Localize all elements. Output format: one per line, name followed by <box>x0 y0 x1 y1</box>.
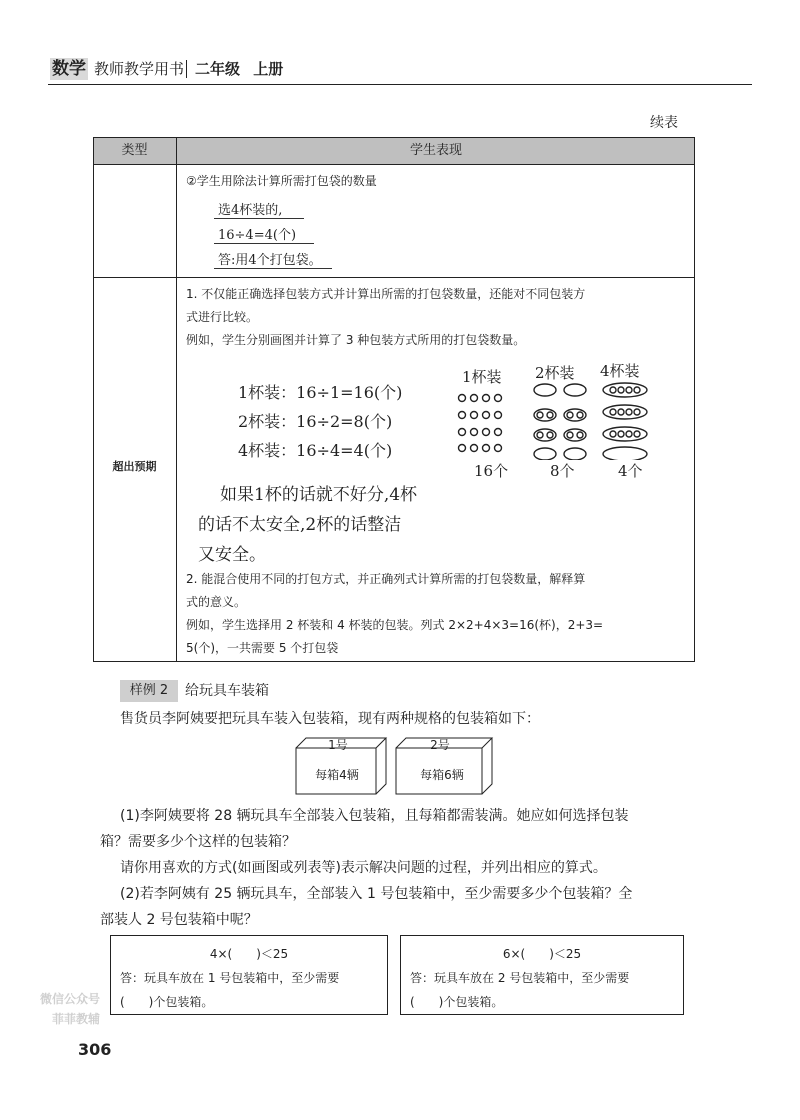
answer-line-2a: 答：玩具车放在 2 号包装箱中，至少需要 <box>410 971 630 985</box>
packing-diagram <box>450 380 660 460</box>
row1-work-line: 答:用4个打包袋。 <box>218 253 322 268</box>
diagram-head-2cup: 2杯装 <box>535 364 575 382</box>
column-divider <box>176 137 177 662</box>
header-type: 类型 <box>121 143 148 158</box>
grade-label: 二年级 上册 <box>195 60 284 78</box>
four-cup-ovals <box>603 383 647 460</box>
box1-capacity: 每箱4辆 <box>315 768 359 782</box>
continued-label: 续表 <box>650 115 678 131</box>
note-line: 的话不太安全,2杯的话整洁 <box>198 515 402 535</box>
handwritten-note <box>198 480 417 570</box>
text-line: 2. 能混合使用不同的打包方式，并正确列式计算所需的打包袋数量，解释算 <box>186 572 586 586</box>
work-underline <box>214 243 314 244</box>
header-performance: 学生表现 <box>409 143 462 158</box>
answer-line-1b: ( )个包装箱。 <box>120 995 214 1009</box>
work-underline <box>214 268 332 269</box>
row2-point1 <box>186 283 686 352</box>
question-2b: 部装人 2 号包装箱中呢？ <box>100 912 258 928</box>
handwritten-calculations <box>238 378 402 465</box>
watermark-line1: 微信公众号 <box>40 992 101 1006</box>
watermark-line2: 菲菲教辅 <box>52 1012 101 1026</box>
question-2a: (2)若李阿姨有 25 辆玩具车，全部装入 1 号包装箱中，至少需要多少个包装箱？全 <box>120 886 633 902</box>
box2-label: 2号 <box>430 738 450 752</box>
text-line: 5(个)，一共需要 5 个打包袋 <box>186 641 339 655</box>
book-title: 教师教学用书 <box>94 60 185 78</box>
example-tag: 样例 2 <box>120 680 178 702</box>
answer-formula-2: 6×( )＜25 <box>502 947 582 961</box>
calc-line: 1杯装：16÷1=16(个) <box>238 383 403 402</box>
diagram-head-1cup: 1杯装 <box>462 368 502 386</box>
question-1a: (1)李阿姨要将 28 辆玩具车全部装入包装箱，且每箱都需装满。她应如何选择包装 <box>120 808 629 824</box>
diagram-head-4cup: 4杯装 <box>600 362 640 380</box>
row2-point2 <box>186 568 686 660</box>
row1-work-line: 16÷4=4(个) <box>218 228 297 243</box>
header-separator <box>186 60 187 78</box>
count-1cup: 16个 <box>474 462 509 480</box>
work-underline <box>214 218 304 219</box>
text-line: 式的意义。 <box>186 595 247 609</box>
answer-formula-1: 4×( )＜25 <box>209 947 289 961</box>
text-line: 例如，学生选择用 2 杯装和 4 杯装的包装。列式 2×2+4×3=16(杯)，2+3= <box>186 618 604 632</box>
example-title: 给玩具车装箱 <box>185 683 269 699</box>
question-1b: 箱？需要多少个这样的包装箱？ <box>100 834 296 850</box>
note-line: 又安全。 <box>198 545 266 565</box>
count-4cup: 4个 <box>618 462 643 480</box>
text-line: 1. 不仅能正确选择包装方式并计算出所需的打包袋数量，还能对不同包装方 <box>186 287 586 301</box>
header-rule <box>48 84 752 85</box>
answer-line-2b: ( )个包装箱。 <box>410 995 504 1009</box>
text-line: 例如，学生分别画图并计算了 3 种包装方式所用的打包袋数量。 <box>186 333 526 347</box>
page-number: 306 <box>78 1040 112 1059</box>
calc-line: 2杯装：16÷2=8(个) <box>238 412 393 431</box>
text-line: 式进行比较。 <box>186 310 259 324</box>
row1-work-line: 选4杯装的, <box>218 203 283 218</box>
row1-intro: ②学生用除法计算所需打包袋的数量 <box>186 174 377 188</box>
note-line: 如果1杯的话就不好分,4杯 <box>220 485 418 505</box>
example-intro: 售货员李阿姨要把玩具车装入包装箱，现有两种规格的包装箱如下： <box>120 711 540 727</box>
book-logo: 数学 <box>52 59 86 79</box>
single-cup-circles <box>459 395 502 452</box>
row-label-exceeds: 超出预期 <box>112 460 157 473</box>
row-divider <box>93 277 695 278</box>
question-1c: 请你用喜欢的方式(如画图或列表等)表示解决问题的过程，并列出相应的算式。 <box>120 860 607 876</box>
count-2cup: 8个 <box>550 462 575 480</box>
two-cup-ovals <box>534 384 586 460</box>
box2-capacity: 每箱6辆 <box>420 768 464 782</box>
answer-line-1a: 答：玩具车放在 1 号包装箱中，至少需要 <box>120 971 340 985</box>
calc-line: 4杯装：16÷4=4(个) <box>238 441 393 460</box>
box1-label: 1号 <box>328 738 348 752</box>
row1-handwork <box>218 198 322 273</box>
